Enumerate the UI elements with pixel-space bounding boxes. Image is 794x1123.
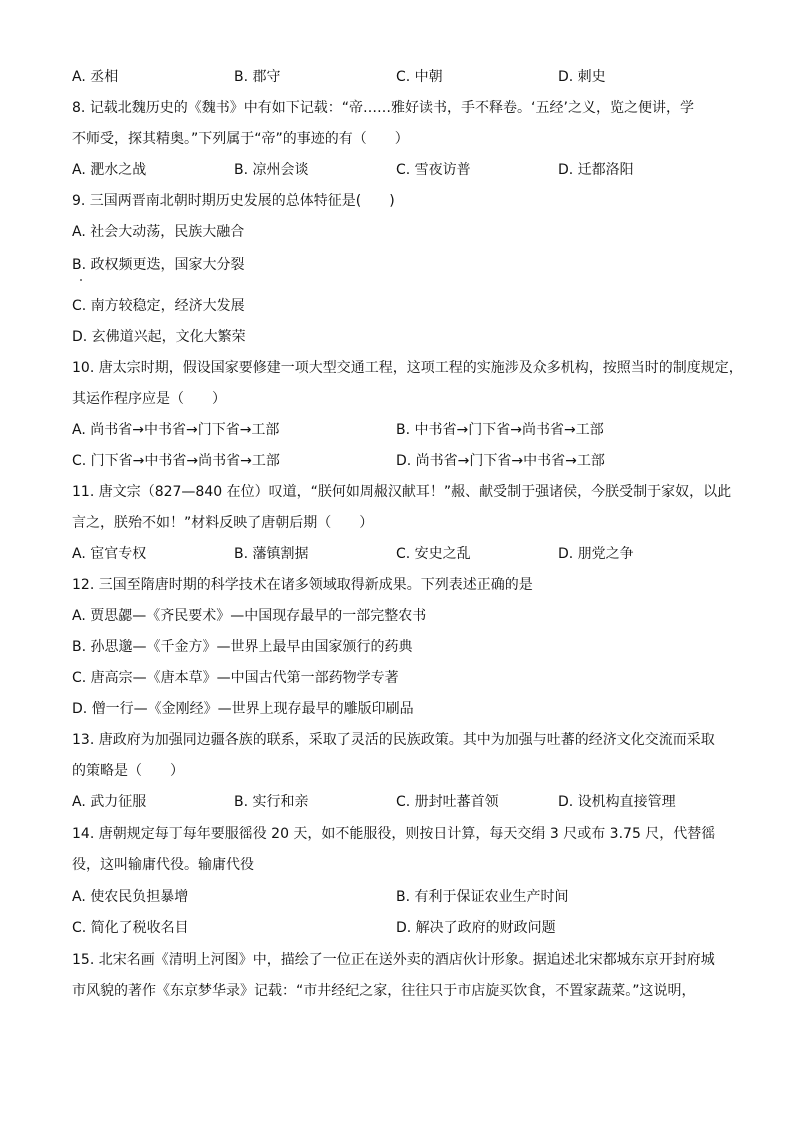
q15-stem-line-1: 15. 北宋名画《清明上河图》中，描绘了一位正在送外卖的酒店伙计形象。据追述北宋都城东京开封府城 (72, 952, 715, 968)
q14-option-c[interactable]: C. 简化了税收名目 (72, 920, 189, 936)
q12-option-b[interactable]: B. 孙思邈—《千金方》—世界上最早由国家颁行的药典 (72, 639, 413, 655)
q13-stem-line-1: 13. 唐政府为加强同边疆各族的联系，采取了灵活的民族政策。其中为加强与吐蕃的经济文化交流而采取 (72, 732, 715, 748)
q11-option-a[interactable]: A. 宦官专权 (72, 546, 147, 562)
q12-stem: 12. 三国至隋唐时期的科学技术在诸多领域取得新成果。下列表述正确的是 (72, 577, 533, 593)
q14-option-d[interactable]: D. 解决了政府的财政问题 (396, 920, 556, 936)
q10-stem-line-2: 其运作程序应是（ ） (72, 391, 226, 407)
q10-option-b[interactable]: B. 中书省→门下省→尚书省→工部 (396, 422, 604, 438)
q14-stem-line-2: 役，这叫输庸代役。输庸代役 (72, 857, 254, 873)
q8-stem-line-2: 不师受，探其精奥。”下列属于“帝”的事迹的有（ ） (72, 131, 409, 147)
q12-option-c[interactable]: C. 唐高宗—《唐本草》—中国古代第一部药物学专著 (72, 670, 399, 686)
q11-option-d[interactable]: D. 朋党之争 (558, 546, 634, 562)
q8-stem-line-1: 8. 记载北魏历史的《魏书》中有如下记载：“帝……雅好读书，手不释卷。‘五经’之义，览之便讲，学 (72, 100, 694, 116)
q8-option-a[interactable]: A. 淝水之战 (72, 162, 147, 178)
q10-option-c[interactable]: C. 门下省→中书省→尚书省→工部 (72, 453, 280, 469)
q11-option-c[interactable]: C. 安史之乱 (396, 546, 471, 562)
q9-option-c[interactable]: C. 南方较稳定，经济大发展 (72, 298, 245, 314)
q12-option-d[interactable]: D. 僧一行—《金刚经》—世界上现存最早的雕版印刷品 (72, 701, 414, 717)
q12-option-a[interactable]: A. 贾思勰—《齐民要术》—中国现存最早的一部完整农书 (72, 608, 427, 624)
q8-option-c[interactable]: C. 雪夜访普 (396, 162, 471, 178)
q14-option-b[interactable]: B. 有利于保证农业生产时间 (396, 889, 569, 905)
q14-stem-line-1: 14. 唐朝规定每丁每年要服徭役 20 天，如不能服役，则按日计算，每天交绢 3 尺或布 3.75 尺，代替徭 (72, 826, 716, 842)
stray-dot (80, 279, 82, 281)
q11-stem-line-2: 言之，朕殆不如！”材料反映了唐朝后期（ ） (72, 515, 374, 531)
q11-option-b[interactable]: B. 藩镇割据 (234, 546, 309, 562)
q13-option-a[interactable]: A. 武力征服 (72, 794, 147, 810)
q13-stem-line-2: 的策略是（ ） (72, 763, 184, 779)
q9-option-d[interactable]: D. 玄佛道兴起，文化大繁荣 (72, 329, 246, 345)
q7-option-d[interactable]: D. 刺史 (558, 69, 606, 85)
q9-option-b[interactable]: B. 政权频更迭，国家大分裂 (72, 257, 245, 273)
q7-option-c[interactable]: C. 中朝 (396, 69, 443, 85)
q7-option-a[interactable]: A. 丞相 (72, 69, 119, 85)
q8-option-b[interactable]: B. 凉州会谈 (234, 162, 309, 178)
q8-option-d[interactable]: D. 迁都洛阳 (558, 162, 634, 178)
q10-stem-line-1: 10. 唐太宗时期，假设国家要修建一项大型交通工程，这项工程的实施涉及众多机构，按照当时的制度规定， (72, 360, 743, 376)
q13-option-c[interactable]: C. 册封吐蕃首领 (396, 794, 499, 810)
q10-option-d[interactable]: D. 尚书省→门下省→中书省→工部 (396, 453, 605, 469)
q7-option-b[interactable]: B. 郡守 (234, 69, 281, 85)
q9-option-a[interactable]: A. 社会大动荡，民族大融合 (72, 224, 245, 240)
q10-option-a[interactable]: A. 尚书省→中书省→门下省→工部 (72, 422, 280, 438)
q14-option-a[interactable]: A. 使农民负担暴增 (72, 889, 189, 905)
q15-stem-line-2: 市风貌的著作《东京梦华录》记载：“市井经纪之家，往往只于市店旋买饮食，不置家蔬菜。”这说明， (72, 983, 696, 999)
q11-stem-line-1: 11. 唐文宗（827—840 在位）叹道，“朕何如周赧汉献耳！”赧、献受制于强诸侯，今朕受制于家奴，以此 (72, 484, 732, 500)
q13-option-d[interactable]: D. 设机构直接管理 (558, 794, 676, 810)
q13-option-b[interactable]: B. 实行和亲 (234, 794, 309, 810)
q9-stem: 9. 三国两晋南北朝时期历史发展的总体特征是( ) (72, 193, 395, 209)
